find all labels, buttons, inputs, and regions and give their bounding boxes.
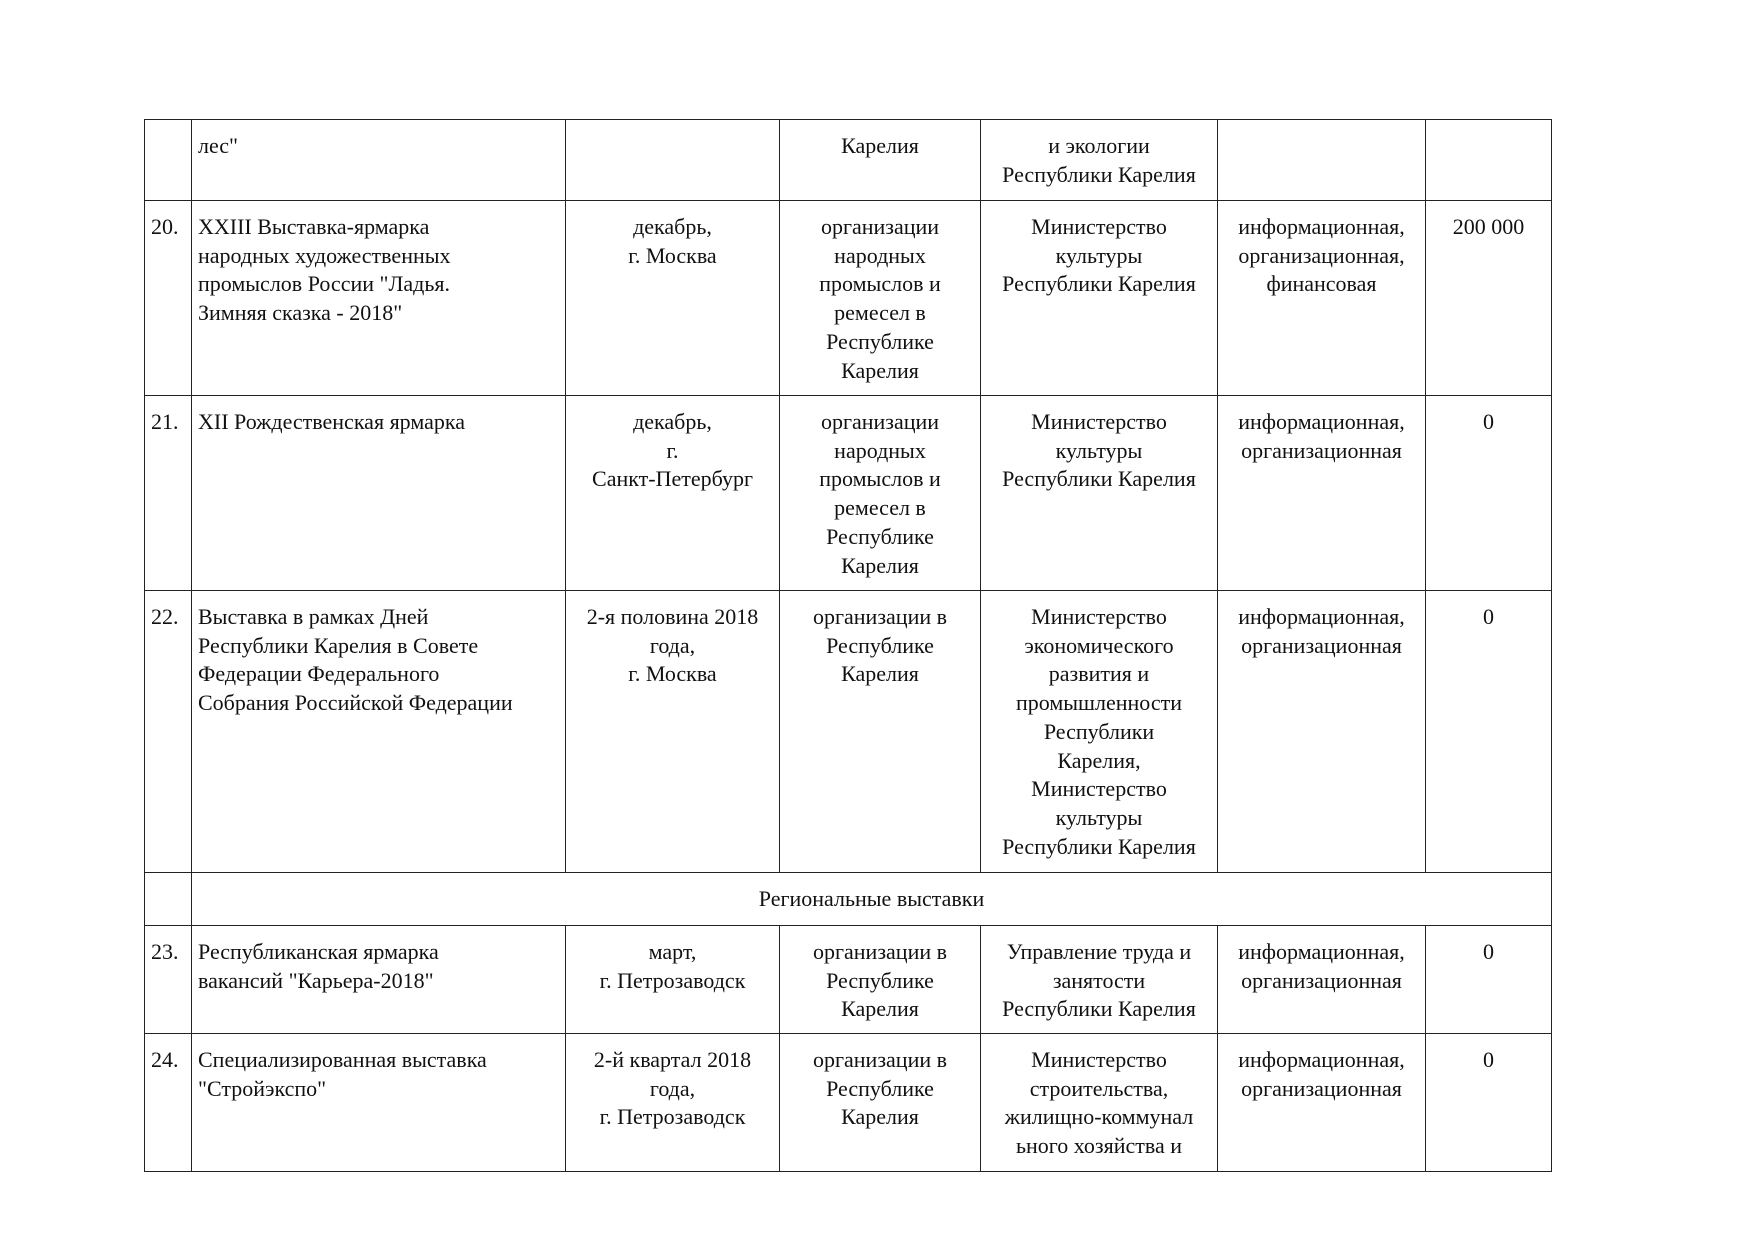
cell-amount: 0 [1426, 591, 1552, 873]
cell-support [1218, 120, 1426, 201]
cell-resp: Управление труда и занятости Республики Карелия [981, 926, 1218, 1034]
cell-who: организации народных промыслов и ремесел в Республике Карелия [780, 396, 981, 591]
cell-resp: Министерство культуры Республики Карелия [981, 396, 1218, 591]
cell-when: декабрь, г. Москва [566, 201, 780, 396]
cell-resp: Министерство экономического развития и промышленности Республики Карелия, Министерство культуры Республики Карелия [981, 591, 1218, 873]
events-table [144, 119, 1552, 1172]
table-row [145, 1034, 1552, 1172]
cell-name: Выставка в рамках Дней Республики Карелия в Совете Федерации Федерального Собрания Российской Федерации [192, 591, 566, 873]
cell-name: Специализированная выставка "Стройэкспо" [192, 1034, 566, 1172]
cell-name: Республиканская ярмарка вакансий "Карьера-2018" [192, 926, 566, 1034]
table-row [145, 926, 1552, 1034]
cell-amount: 200 000 [1426, 201, 1552, 396]
cell-when [566, 120, 780, 201]
cell-support: информационная, организационная [1218, 1034, 1426, 1172]
table-row [145, 201, 1552, 396]
cell-amount: 0 [1426, 1034, 1552, 1172]
cell-when: март, г. Петрозаводск [566, 926, 780, 1034]
table-row [145, 591, 1552, 873]
cell-name: лес" [192, 120, 566, 201]
cell-amount: 0 [1426, 396, 1552, 591]
section-title: Региональные выставки [192, 873, 1552, 926]
table-row [145, 396, 1552, 591]
cell-support: информационная, организационная [1218, 396, 1426, 591]
cell-num: 20. [145, 201, 192, 396]
cell-num [145, 120, 192, 201]
cell-resp: Министерство строительства, жилищно-коммунал ьного хозяйства и [981, 1034, 1218, 1172]
section-row [145, 873, 1552, 926]
cell-num [145, 873, 192, 926]
cell-amount: 0 [1426, 926, 1552, 1034]
cell-support: информационная, организационная, финансовая [1218, 201, 1426, 396]
cell-who: Карелия [780, 120, 981, 201]
cell-name: XII Рождественская ярмарка [192, 396, 566, 591]
table-row [145, 120, 1552, 201]
cell-who: организации народных промыслов и ремесел в Республике Карелия [780, 201, 981, 396]
cell-who: организации в Республике Карелия [780, 591, 981, 873]
cell-support: информационная, организационная [1218, 926, 1426, 1034]
cell-who: организации в Республике Карелия [780, 1034, 981, 1172]
cell-num: 23. [145, 926, 192, 1034]
cell-support: информационная, организационная [1218, 591, 1426, 873]
cell-when: 2-й квартал 2018 года, г. Петрозаводск [566, 1034, 780, 1172]
cell-when: 2-я половина 2018 года, г. Москва [566, 591, 780, 873]
cell-amount [1426, 120, 1552, 201]
cell-name: XXIII Выставка-ярмарка народных художественных промыслов России "Ладья. Зимняя сказка - 2018" [192, 201, 566, 396]
cell-num: 22. [145, 591, 192, 873]
cell-resp: и экологии Республики Карелия [981, 120, 1218, 201]
cell-num: 21. [145, 396, 192, 591]
cell-num: 24. [145, 1034, 192, 1172]
cell-when: декабрь, г. Санкт-Петербург [566, 396, 780, 591]
cell-resp: Министерство культуры Республики Карелия [981, 201, 1218, 396]
cell-who: организации в Республике Карелия [780, 926, 981, 1034]
